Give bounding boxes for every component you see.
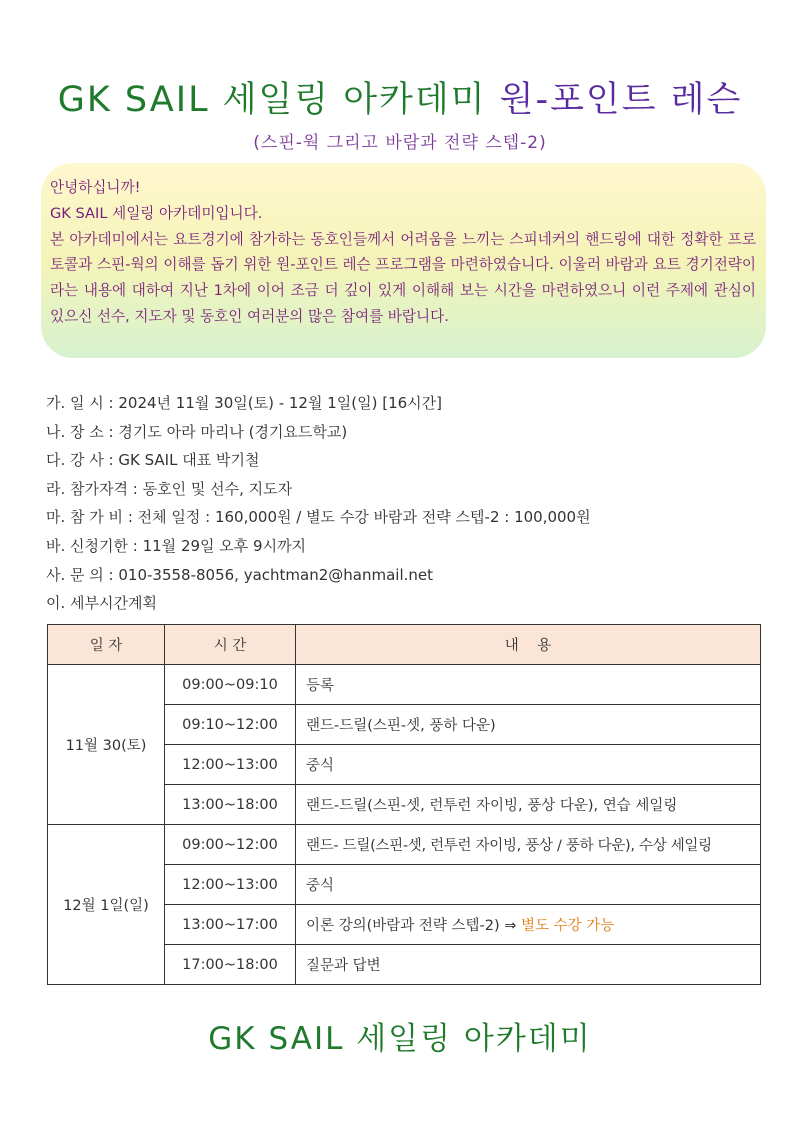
schedule-heading: 이. 세부시간계획: [46, 594, 157, 613]
info-row-instructor: 다. 강 사 : GK SAIL 대표 박기철: [46, 451, 260, 470]
page-title: [0, 72, 800, 122]
content-cell: 랜드-드릴(스핀-셋, 런투런 자이빙, 풍상 다운), 연습 세일링: [296, 785, 761, 825]
intro-greeting: 안녕하십니까!: [50, 179, 141, 196]
info-row-date: 가. 일 시 : 2024년 11월 30일(토) - 12월 1일(일) [16시간]: [46, 394, 442, 412]
title-lesson: 원-포인트 레슨: [499, 80, 743, 120]
info-row-fee: 마. 참 가 비 : 전체 일정 : 160,000원 / 별도 수강 바람과 전략 스텝-2 : 100,000원: [46, 508, 591, 527]
info-value: GK SAIL 대표 박기철: [118, 451, 260, 470]
info-label: 라. 참가자격: [46, 479, 128, 498]
info-row-eligibility: 라. 참가자격 : 동호인 및 선수, 지도자: [46, 479, 293, 498]
date-cell: 11월 30(토): [48, 665, 165, 825]
content-cell: 중식: [296, 745, 761, 785]
intro-body: 본 아카데미에서는 요트경기에 참가하는 동호인들께서 어려움을 느끼는 스피네커의 핸드링에 대한 정확한 프로토콜과 스핀-웍의 이해를 돕기 위한 원-포인트 레슨 프로그램을 마련하였습니다. 이울러 바람과 요트 경기전략이라는 내용에 대하여 지난 1차에 이어 조금 더 깊이 있게 이해해 보는 시간을 마련하였으니 이런 주제에 관심이 있으신 선수, 지도자 및 동호인 여러분의 많은 참여를 바랍니다.: [50, 230, 756, 325]
info-value: 11월 29일 오후 9시까지: [142, 536, 307, 555]
time-cell: 12:00~13:00: [165, 865, 296, 905]
info-label: 바. 신청기한: [46, 536, 128, 555]
info-label: 사. 문 의: [46, 565, 104, 584]
time-cell: 17:00~18:00: [165, 945, 296, 985]
info-label: 마. 참 가 비: [46, 508, 124, 527]
time-cell: 13:00~18:00: [165, 785, 296, 825]
footer-title: GK SAIL 세일링 아카데미: [208, 1021, 592, 1057]
info-label: 다. 강 사: [46, 451, 104, 470]
title-academy: GK SAIL 세일링 아카데미: [57, 80, 487, 120]
info-value: 2024년 11월 30일(토) - 12월 1일(일) [16시간]: [118, 394, 442, 412]
header-date: 일 자: [48, 625, 165, 665]
info-value: 010-3558-8056, yachtman2@hanmail.net: [118, 565, 434, 584]
info-value: 전체 일정 : 160,000원 / 별도 수강 바람과 전략 스텝-2 : 100,000원: [137, 508, 591, 527]
date-cell: 12월 1일(일): [48, 825, 165, 985]
schedule-table: [47, 624, 761, 985]
separate-enrollment-note: 별도 수강 가능: [521, 918, 615, 934]
table-row: [48, 825, 761, 865]
time-cell: 13:00~17:00: [165, 905, 296, 945]
info-row-deadline: 바. 신청기한 : 11월 29일 오후 9시까지: [46, 536, 307, 555]
header-time: 시 간: [165, 625, 296, 665]
info-row-place: 나. 장 소 : 경기도 아라 마리나 (경기요드학교): [46, 422, 348, 441]
content-cell: 등록: [296, 665, 761, 705]
content-cell: [296, 905, 761, 945]
info-value: 경기도 아라 마리나 (경기요드학교): [118, 422, 348, 441]
time-cell: 12:00~13:00: [165, 745, 296, 785]
header-content: 내 용: [296, 625, 761, 665]
info-row-contact: 사. 문 의 : 010-3558-8056, yachtman2@hanmail.net: [46, 565, 434, 584]
content-cell: 랜드-드릴(스핀-셋, 풍하 다운): [296, 705, 761, 745]
content-cell: 질문과 답변: [296, 945, 761, 985]
info-label: 나. 장 소: [46, 422, 104, 441]
info-list: [46, 389, 766, 618]
content-text: 이론 강의(바람과 전략 스텝-2) ⇒: [306, 918, 522, 934]
table-row: [48, 665, 761, 705]
page-subtitle: (스핀-웍 그리고 바람과 전략 스텝-2): [253, 133, 547, 153]
content-cell: 중식: [296, 865, 761, 905]
time-cell: 09:00~12:00: [165, 825, 296, 865]
info-value: 동호인 및 선수, 지도자: [142, 479, 293, 498]
intro-box: [41, 163, 766, 358]
time-cell: 09:00~09:10: [165, 665, 296, 705]
time-cell: 09:10~12:00: [165, 705, 296, 745]
intro-academy: GK SAIL 세일링 아카데미입니다.: [50, 204, 263, 222]
info-label: 가. 일 시: [46, 394, 104, 412]
table-header-row: [48, 625, 761, 665]
content-cell: 랜드- 드릴(스핀-셋, 런투런 자이빙, 풍상 / 풍하 다운), 수상 세일링: [296, 825, 761, 865]
